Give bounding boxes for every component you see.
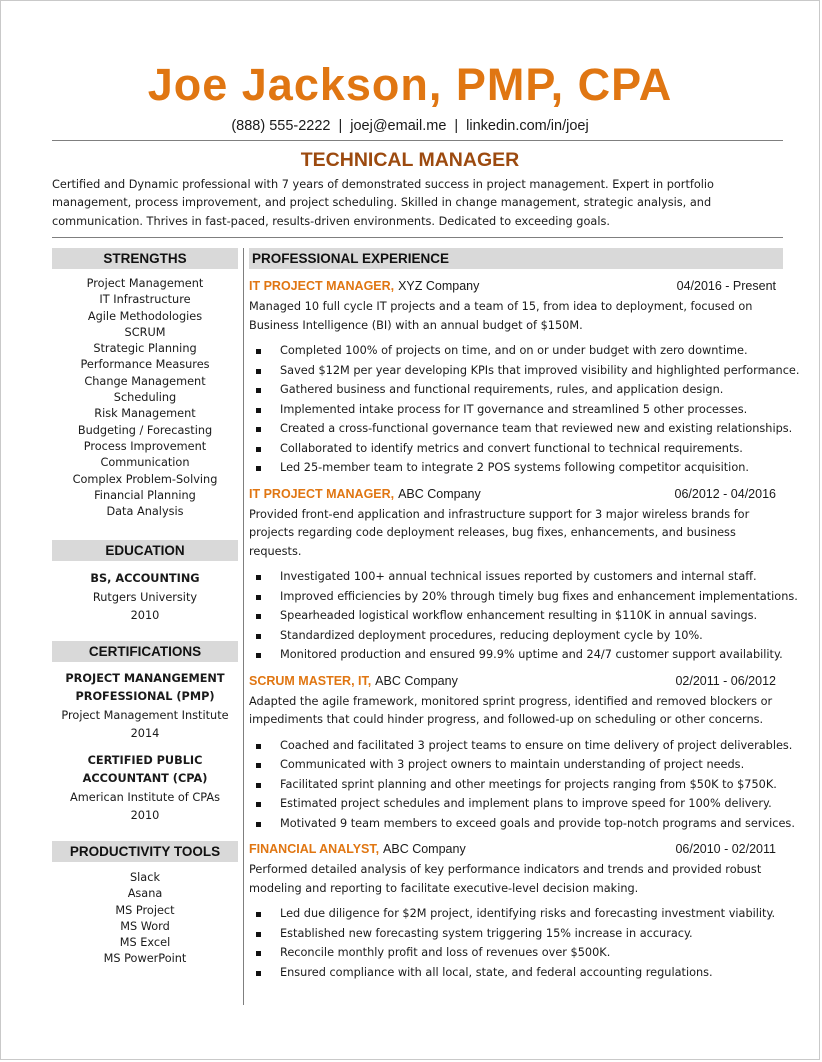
list-item: Created a cross-functional governance team that reviewed new and existing relationships. [249,419,783,439]
list-item: Budgeting / Forecasting [77,423,213,437]
school: Rutgers University [92,590,198,604]
job-header [249,276,783,296]
certification-name: PROJECT MANANGEMENT [65,671,225,685]
list-item: Agile Methodologies [87,309,203,323]
certification-name: PROFESSIONAL (PMP) [75,690,215,704]
job-header [249,671,783,691]
job-company: ABC Company [398,486,481,501]
job-dates: 02/2011 - 06/2012 [675,673,776,688]
summary-divider [52,237,783,238]
job-description: Provided front-end application and infrastructure support for 3 major wireless brands for projects regarding code deployment releases, bug fixes, enhancements, and business requests. [249,507,750,558]
job-header [249,484,783,504]
list-item: Improved efficiencies by 20% through timely bug fixes and enhancement implementations. [249,587,783,607]
candidate-name: Joe Jackson, PMP, CPA [147,59,673,110]
list-item: Implemented intake process for IT governance and streamlined 5 other processes. [249,400,783,420]
job-entry [249,276,800,478]
job-bullets [249,567,798,665]
job-description: Performed detailed analysis of key performance indicators and trends and provided robust modeling and reporting to facilitate executive-level decision making. [249,863,762,895]
experience-heading: PROFESSIONAL EXPERIENCE [249,248,783,269]
strengths-list [52,276,238,520]
list-item: Scheduling [113,391,177,405]
list-item: Collaborated to identify metrics and convert functional to technical requirements. [249,439,783,459]
degree: BS, ACCOUNTING [90,572,200,586]
job-entry [249,671,795,834]
certification-entry [52,670,238,744]
list-item: Communication [100,456,190,470]
job-dates: 06/2012 - 04/2016 [674,486,776,501]
list-item: Spearheaded logistical workflow enhancement resulting in $110K in annual savings. [249,606,783,626]
list-item: IT Infrastructure [99,293,191,307]
education-entry [52,570,238,626]
phone: (888) 555-2222 [231,118,331,134]
list-item: Strategic Planning [93,342,197,356]
list-item: Estimated project schedules and implement plans to improve speed for 100% delivery. [249,794,783,814]
certification-issuer: Project Management Institute [61,708,229,722]
job-header [249,839,783,859]
list-item: Gathered business and functional requirements, rules, and application design. [249,380,783,400]
list-item: Slack [130,870,160,884]
left-column [52,248,238,968]
list-item: Facilitated sprint planning and other meetings for projects ranging from $50K to $750K. [249,775,783,795]
job-position: SCRUM MASTER, IT, [249,673,372,688]
job-entry [249,484,798,665]
tools-list [52,870,238,968]
job-position: IT PROJECT MANAGER, [249,279,395,293]
certification-name: CERTIFIED PUBLIC [87,753,203,767]
graduation-year: 2010 [130,609,160,623]
job-bullets [249,736,795,834]
list-item: Monitored production and ensured 99.9% uptime and 24/7 customer support availability. [249,645,783,665]
list-item: Coached and facilitated 3 project teams to ensure on time delivery of project deliverables. [249,736,783,756]
job-bullets [249,904,783,982]
list-item: Communicated with 3 project owners to maintain understanding of project needs. [249,755,783,775]
separator: | [338,118,343,134]
job-company: XYZ Company [398,279,480,293]
list-item: Investigated 100+ annual technical issues reported by customers and internal staff. [249,567,783,587]
job-description: Adapted the agile framework, monitored sprint progress, identified and removed blockers or impediments that could hinder progress, and followed-up on scheduling or other concerns. [249,694,773,726]
right-column [249,248,800,982]
list-item: Financial Planning [94,488,196,502]
list-item: Asana [127,887,163,901]
list-item: MS Excel [119,936,171,950]
tools-heading: PRODUCTIVITY TOOLS [52,841,238,862]
job-company: ABC Company [383,842,466,856]
job-position: FINANCIAL ANALYST, [249,842,380,856]
list-item: Led 25-member team to integrate 2 POS systems following competitor acquisition. [249,458,783,478]
column-divider [243,248,244,1005]
linkedin-url: linkedin.com/in/joej [466,118,589,134]
list-item: Motivated 9 team members to exceed goals and provide top-notch programs and services. [249,814,783,834]
job-company: ABC Company [375,673,458,688]
contact-line [1,118,819,134]
strengths-heading: STRENGTHS [52,248,238,269]
separator: | [454,118,459,134]
education-heading: EDUCATION [52,540,238,561]
certification-entry [52,752,238,826]
list-item: MS Project [115,903,175,917]
job-entry [249,839,783,982]
summary-text: Certified and Dynamic professional with 7 years of demonstrated success in project management. Expert in portfolio management, process improvement, and project scheduling. Skilled in change management, strategic analysis, and communication. Thrives in fast-paced, results-driven environments. Dedicated to exceeding goals. [52,178,714,228]
list-item: Led due diligence for $2M project, identifying risks and forecasting investment viability. [249,904,783,924]
email: joej@email.me [350,118,447,134]
job-position: IT PROJECT MANAGER, [249,486,395,501]
list-item: Completed 100% of projects on time, and on or under budget with zero downtime. [249,341,783,361]
certification-year: 2014 [130,727,160,741]
job-description: Managed 10 full cycle IT projects and a team of 15, from idea to deployment, focused on Business Intelligence (BI) with an annual budget of $150M. [249,300,753,332]
list-item: Process Improvement [83,439,207,453]
list-item: Saved $12M per year developing KPIs that improved visibility and highlighted performance. [249,361,783,381]
list-item: Reconcile monthly profit and loss of revenues over $500K. [249,943,783,963]
list-item: Performance Measures [80,358,210,372]
job-bullets [249,341,800,478]
job-title: TECHNICAL MANAGER [300,149,520,171]
certifications-heading: CERTIFICATIONS [52,641,238,662]
certification-name: ACCOUNTANT (CPA) [82,772,208,786]
list-item: Risk Management [94,407,196,421]
list-item: SCRUM [124,325,166,339]
list-item: MS PowerPoint [103,952,187,966]
list-item: Project Management [86,277,204,290]
header-divider [52,140,783,141]
certification-issuer: American Institute of CPAs [70,790,220,804]
list-item: Established new forecasting system triggering 15% increase in accuracy. [249,924,783,944]
list-item: Change Management [84,374,206,388]
list-item: Data Analysis [106,505,184,519]
list-item: Complex Problem-Solving [72,472,218,486]
job-dates: 04/2016 - Present [676,279,776,293]
list-item: Ensured compliance with all local, state, and federal accounting regulations. [249,963,783,983]
job-dates: 06/2010 - 02/2011 [675,842,776,856]
certification-year: 2010 [130,809,160,823]
list-item: MS Word [120,919,170,933]
list-item: Standardized deployment procedures, reducing deployment cycle by 10%. [249,626,783,646]
